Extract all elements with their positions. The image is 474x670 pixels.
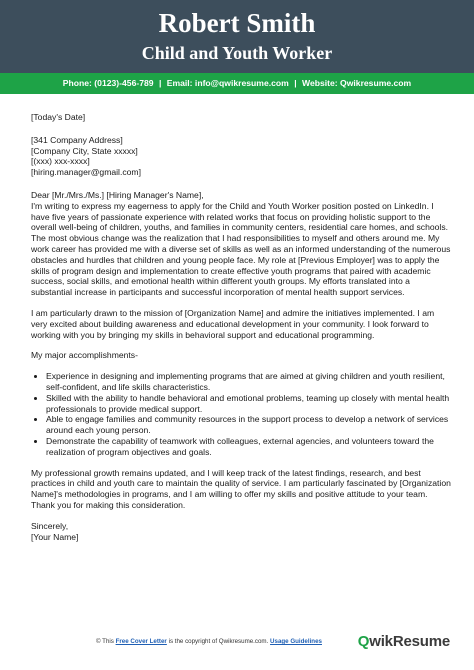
copyright-notice xyxy=(96,638,322,645)
contact-separator: | xyxy=(158,78,162,88)
paragraph-growth: My professional growth remains updated, and I will keep track of the latest findings, research, and best practices in child and youth care to maintain the quality of service. I am particularly fascinated by [Organization Name]'s methodologies in programs, and I am willing to offer my skills and positive attitude to your team. Thank you for making this consideration. xyxy=(31,467,451,510)
usage-guidelines-link[interactable]: Usage Guidelines xyxy=(270,638,322,645)
contact-bar xyxy=(0,73,474,94)
copyright-prefix: © This xyxy=(96,638,114,645)
closing: Sincerely, xyxy=(31,520,69,531)
header-banner xyxy=(0,0,474,73)
letter-date: [Today's Date] xyxy=(31,112,86,122)
letter-body xyxy=(31,112,451,542)
footer xyxy=(0,632,474,656)
signature: [Your Name] xyxy=(31,531,79,542)
list-item: • Demonstrate the capability of teamwork with colleagues, external agencies, and volunteers toward the realization of program objectives and goals. xyxy=(46,436,451,458)
contact-phone: Phone: (0123)-456-789 xyxy=(62,78,154,88)
job-title: Child and Youth Worker xyxy=(141,43,333,63)
list-item: • Able to engage families and community resources in the support process to develop a network of services around each young person. xyxy=(46,414,451,436)
address-line: [341 Company Address] xyxy=(31,134,123,145)
address-line: [hiring.manager@gmail.com] xyxy=(31,167,141,178)
applicant-name: Robert Smith xyxy=(158,8,316,38)
address-line: [Company City, State xxxxx] xyxy=(31,145,138,156)
accomplishments-heading: My major accomplishments- xyxy=(31,350,138,361)
qwikresume-logo: QwikResume xyxy=(357,633,450,650)
free-cover-letter-link[interactable]: Free Cover Letter xyxy=(115,638,167,645)
contact-email: Email: info@qwikresume.com xyxy=(166,78,289,88)
recipient-address xyxy=(31,135,451,178)
contact-website: Website: Qwikresume.com xyxy=(301,78,412,88)
contact-separator: | xyxy=(294,78,297,88)
accomplishments-list xyxy=(31,371,451,457)
address-line: [(xxx) xxx-xxxx] xyxy=(31,156,90,167)
copyright-middle: is the copyright of Qwikresume.com. xyxy=(168,638,269,645)
paragraph-intro: I'm writing to express my eagerness to apply for the Child and Youth Worker position posted on LinkedIn. I have five years of passionate experience with related works that focus on providing holistic support to the overall well-being of children, youths, and families in community centers, residential care homes, and schools. The most obvious change was the realization that I had responsibilities to myself and others around me. My work career has provided me with a diverse set of skills as well as an informed understanding of the numerous obstacles and hurdles that children and young people face. My role at [Previous Employer] was to apply the skills of program design and implementation to create effective youth programs that paired with academic success, social skills, and emotional health within different youth groups. My efforts translated into a substantial increase in participants and successful incorporation of mental health support services. xyxy=(31,200,451,298)
salutation: Dear [Mr./Mrs./Ms.] [Hiring Manager's Name], xyxy=(31,189,204,200)
list-item: • Experience in designing and implementing programs that are aimed at giving children and youth resilient, self-confident, and life skills characteristics. xyxy=(46,371,451,393)
list-item: • Skilled with the ability to handle behavioral and emotional problems, teaming up closely with mental health professionals to provide medical support. xyxy=(46,393,451,415)
paragraph-mission: I am particularly drawn to the mission of [Organization Name] and admire the initiatives implemented. I am very excited about building awareness and educational development in your community. I look forward to working with you by bringing my skills in behavioral support and educational programming. xyxy=(31,307,435,340)
